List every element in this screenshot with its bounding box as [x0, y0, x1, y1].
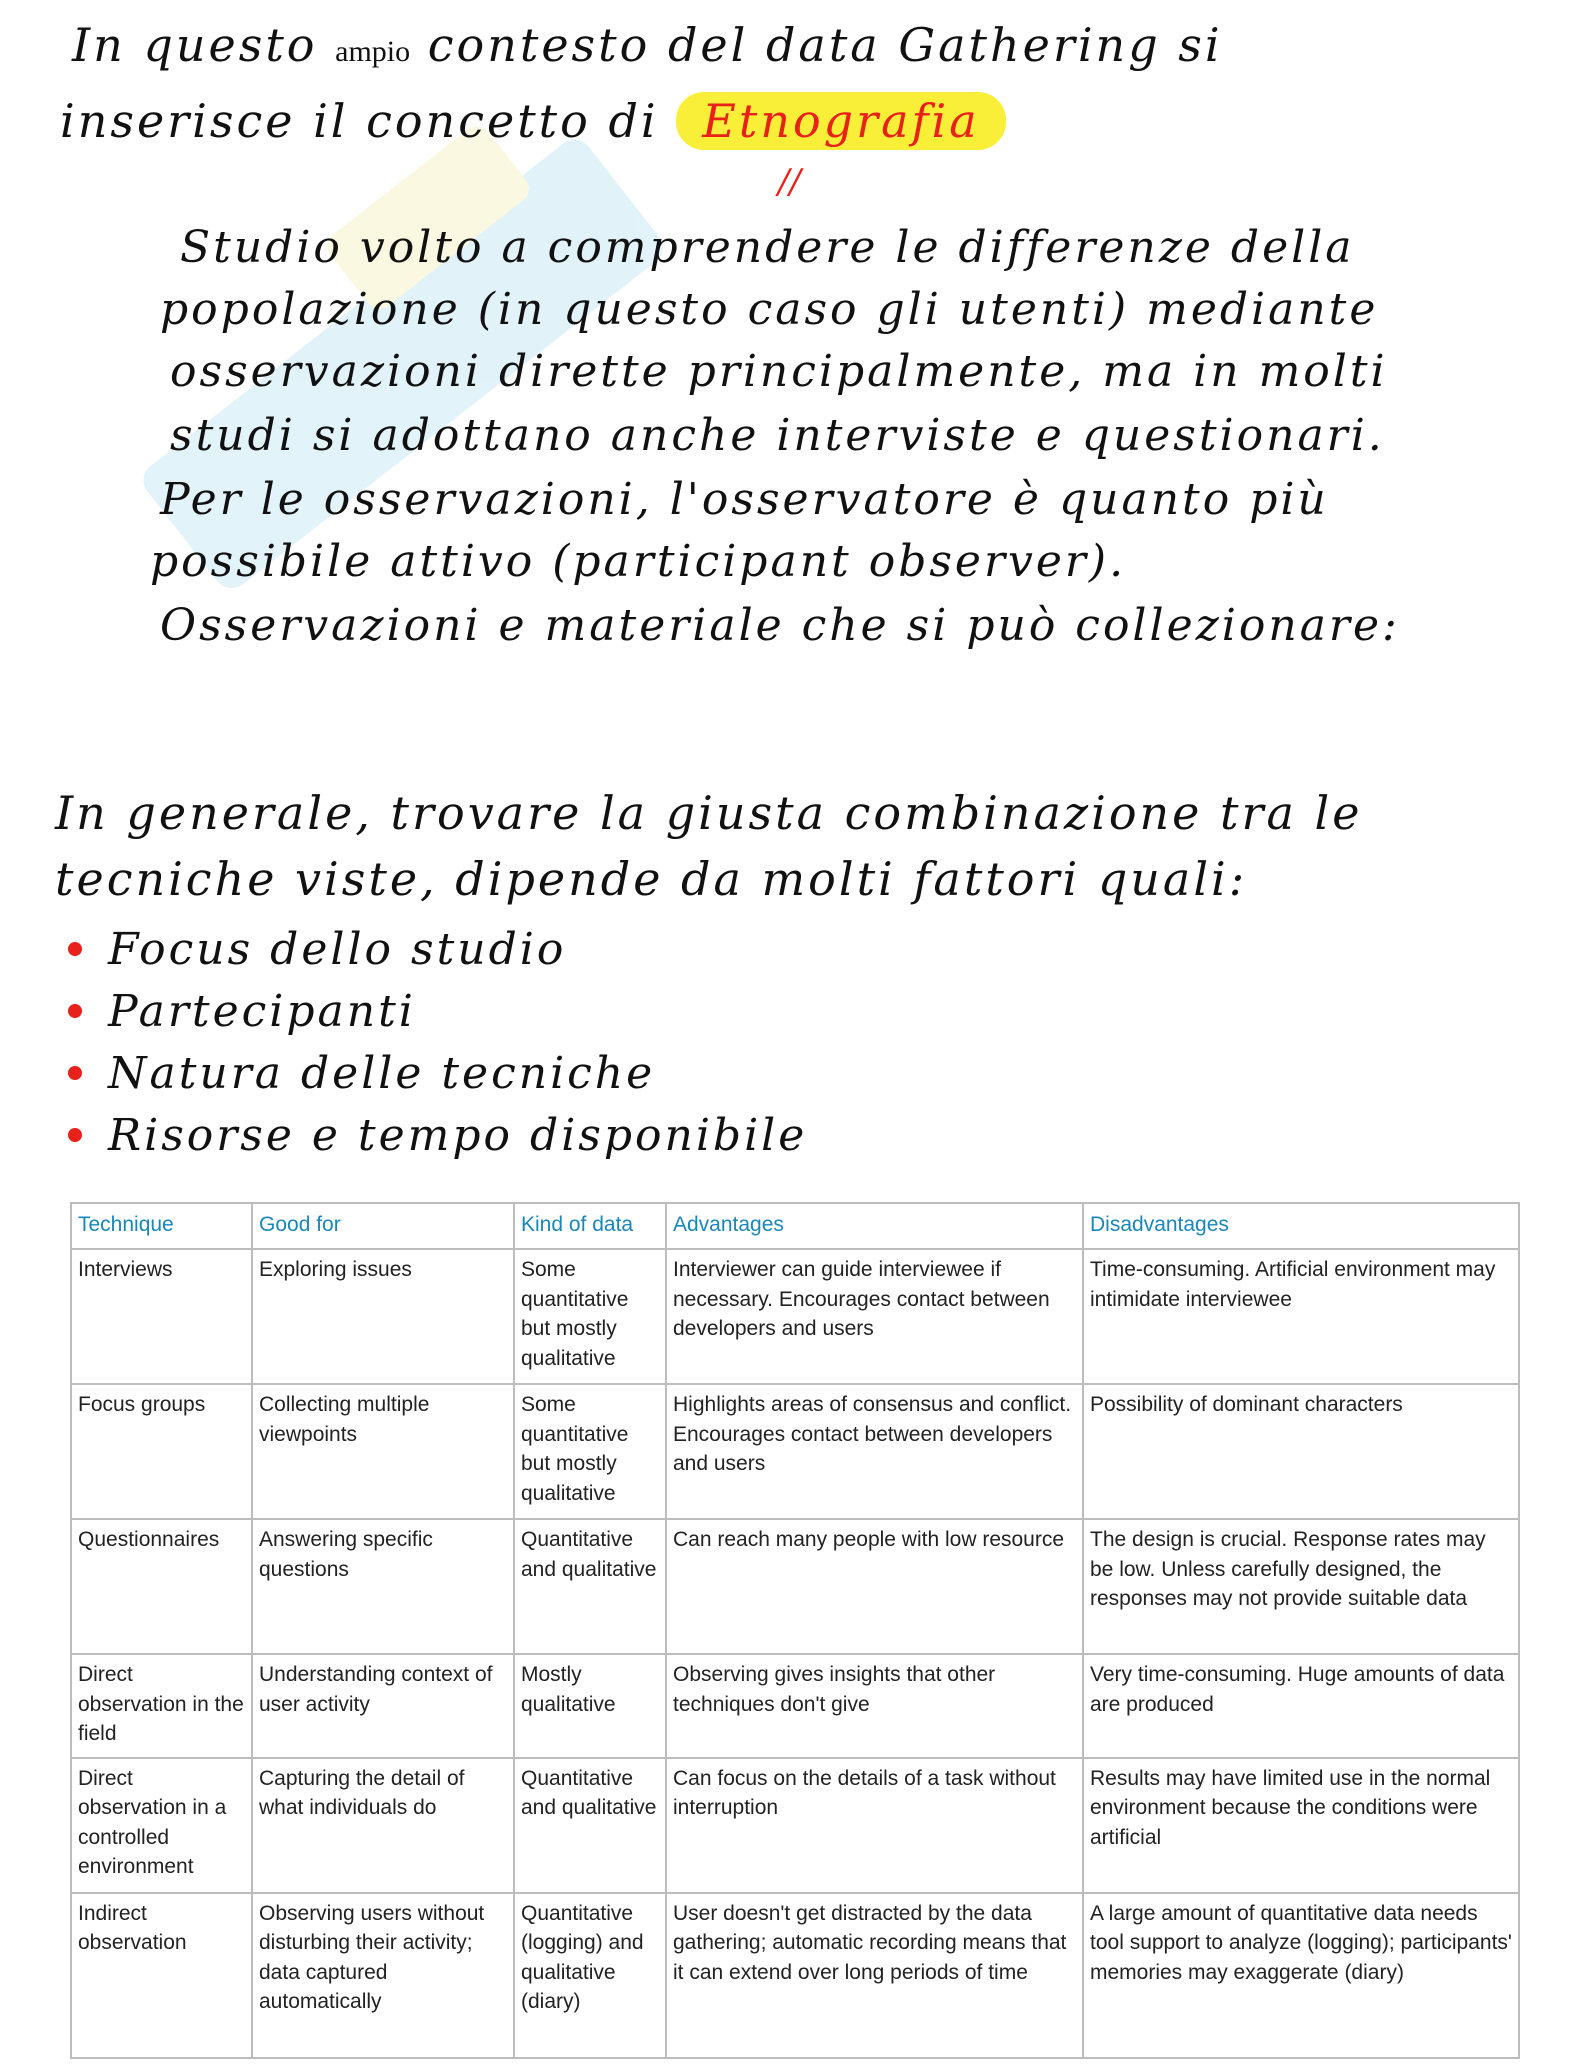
- cell-disadvantages: Possibility of dominant characters: [1083, 1384, 1519, 1519]
- factor-label: Partecipanti: [108, 985, 416, 1037]
- cell-kind-of-data: Quantitative and qualitative: [514, 1758, 666, 1893]
- cell-kind-of-data: Mostly qualitative: [514, 1654, 666, 1758]
- table-row: [71, 1654, 1519, 1758]
- column-header-good-for: Good for: [252, 1203, 514, 1249]
- general-note-line-2: tecniche viste, dipende da molti fattori quali:: [55, 852, 1248, 906]
- cell-advantages: Highlights areas of consensus and conflict. Encourages contact between developers and users: [666, 1384, 1083, 1519]
- cell-advantages: User doesn't get distracted by the data gathering; automatic recording means that it can extend over long periods of time: [666, 1893, 1083, 2058]
- column-header-kind-of-data: Kind of data: [514, 1203, 666, 1249]
- cell-technique: Focus groups: [71, 1384, 252, 1519]
- bullet-dot-icon: [68, 1004, 82, 1018]
- cell-good-for: Observing users without disturbing their activity; data captured automatically: [252, 1893, 514, 2058]
- bullet-dot-icon: [68, 1066, 82, 1080]
- cell-technique: Direct observation in a controlled environment: [71, 1758, 252, 1893]
- list-item: [68, 1104, 807, 1166]
- factors-list: [68, 918, 807, 1166]
- cell-technique: Interviews: [71, 1249, 252, 1384]
- cell-good-for: Answering specific questions: [252, 1519, 514, 1654]
- column-header-technique: Technique: [71, 1203, 252, 1249]
- cell-disadvantages: Time-consuming. Artificial environment may intimidate interviewee: [1083, 1249, 1519, 1384]
- note-paragraph-line: Studio volto a comprendere le differenze della: [180, 222, 1355, 273]
- factor-label: Natura delle tecniche: [108, 1047, 656, 1099]
- cell-advantages: Interviewer can guide interviewee if necessary. Encourages contact between developers and users: [666, 1249, 1083, 1384]
- cell-good-for: Collecting multiple viewpoints: [252, 1384, 514, 1519]
- highlighted-term-etnografia: Etnografia: [676, 92, 1005, 150]
- cell-technique: Indirect observation: [71, 1893, 252, 2058]
- cell-kind-of-data: Quantitative and qualitative: [514, 1519, 666, 1654]
- cell-kind-of-data: Some quantitative but mostly qualitative: [514, 1249, 666, 1384]
- note-line-2: [60, 92, 1006, 150]
- bullet-dot-icon: [68, 942, 82, 956]
- cell-good-for: Understanding context of user activity: [252, 1654, 514, 1758]
- cell-disadvantages: Very time-consuming. Huge amounts of data are produced: [1083, 1654, 1519, 1758]
- cell-advantages: Can reach many people with low resource: [666, 1519, 1083, 1654]
- note-paragraph-line: popolazione (in questo caso gli utenti) mediante: [160, 284, 1379, 335]
- table-header-row: [71, 1203, 1519, 1249]
- cell-disadvantages: A large amount of quantitative data needs tool support to analyze (logging); participants' memories may exaggerate (diary): [1083, 1893, 1519, 2058]
- note-paragraph-line: possibile attivo (participant observer).: [150, 536, 1127, 587]
- data-gathering-techniques-table: [70, 1202, 1520, 2059]
- column-header-disadvantages: Disadvantages: [1083, 1203, 1519, 1249]
- cell-advantages: Observing gives insights that other techniques don't give: [666, 1654, 1083, 1758]
- table-row: [71, 1519, 1519, 1654]
- general-note-line-1: In generale, trovare la giusta combinazione tra le: [55, 786, 1363, 840]
- cell-advantages: Can focus on the details of a task without interruption: [666, 1758, 1083, 1893]
- table-row: [71, 1249, 1519, 1384]
- table-row: [71, 1384, 1519, 1519]
- note-line-1-printed-word: ampio: [335, 35, 411, 68]
- note-line-1: [72, 18, 1223, 72]
- table-row: [71, 1758, 1519, 1893]
- note-paragraph-line: Osservazioni e materiale che si può collezionare:: [160, 600, 1400, 651]
- note-paragraph-line: Per le osservazioni, l'osservatore è quanto più: [160, 474, 1329, 525]
- bullet-dot-icon: [68, 1128, 82, 1142]
- note-paragraph-line: studi si adottano anche interviste e questionari.: [170, 410, 1385, 461]
- note-paragraph-line: osservazioni dirette principalmente, ma in molti: [170, 346, 1388, 397]
- list-item: [68, 918, 807, 980]
- list-item: [68, 1042, 807, 1104]
- note-line-2-start: inserisce il concetto di: [60, 94, 659, 148]
- cell-technique: Questionnaires: [71, 1519, 252, 1654]
- note-line-1-end: contesto del data Gathering si: [427, 18, 1223, 72]
- cell-kind-of-data: Quantitative (logging) and qualitative (diary): [514, 1893, 666, 2058]
- factor-label: Focus dello studio: [108, 923, 567, 975]
- note-line-1-start: In questo: [72, 18, 318, 72]
- column-header-advantages: Advantages: [666, 1203, 1083, 1249]
- cell-disadvantages: Results may have limited use in the normal environment because the conditions were artificial: [1083, 1758, 1519, 1893]
- cell-kind-of-data: Some quantitative but mostly qualitative: [514, 1384, 666, 1519]
- cell-disadvantages: The design is crucial. Response rates may be low. Unless carefully designed, the responses may not provide suitable data: [1083, 1519, 1519, 1654]
- cell-good-for: Capturing the detail of what individuals do: [252, 1758, 514, 1893]
- cell-good-for: Exploring issues: [252, 1249, 514, 1384]
- red-tick-mark: //: [778, 162, 801, 202]
- list-item: [68, 980, 807, 1042]
- cell-technique: Direct observation in the field: [71, 1654, 252, 1758]
- factor-label: Risorse e tempo disponibile: [108, 1109, 808, 1161]
- table-row: [71, 1893, 1519, 2058]
